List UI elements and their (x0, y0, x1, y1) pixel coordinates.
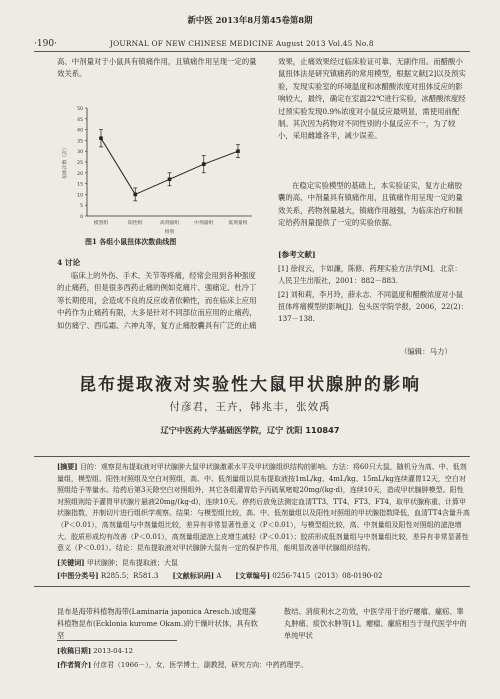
clc-label: [中图分类号] (57, 571, 99, 580)
abstract-text: 目的：观察昆布提取液对甲状腺肿大鼠甲状腺激素水平及甲状腺组织结构的影响。方法：将60只大鼠，随机分为高、中、低剂量组，模型组、阳性对照组及空白对照组，高、中、低剂量组以昆布提取液按1mL/kg、4mL/kg、15mL/kg连续灌胃12天，空白对照组给予等量水。给药后第3天除空白对照组外，其它各组灌胃给予丙硫氧嘧啶20mg/(kg·d)，连续10天，造成甲状腺肿模型。阳性对照组则给予灌胃甲状腺片悬液20mg/(kg·d)，连续10天。停药后放免法测定血清TT3、TT4、FT3、FT4，取甲状腺称重、计算甲状腺指数，并制切片进行组织学观察。结果：与模型组比较，高、中、低剂量组以及阳性对照组的甲状腺指数降低，血清TT4含量升高（P＜0.01），高剂量组与中剂量组比较，差异有非常显著性意义（P＜0.01），与模型组比较，高、中剂量组及阳性对照组的滤泡增大、胶质形成均有改善（P＜0.01），高剂量组滤泡上皮增生减轻（P＜0.01）；胶质形成低剂量组与中剂量组比较，差异有非常显著性意义（P＜0.01）。结论：昆布提取液对甲状腺肿大鼠有一定的保护作用，能明显改善甲状腺组织结构。 (57, 463, 470, 553)
data-point (202, 162, 206, 166)
abstract-label: [摘要] (57, 462, 78, 471)
y-tick-label: 25 (77, 161, 83, 166)
article-no-value: 0256-7415（2013）08-0190-02 (272, 572, 383, 580)
doc-code-label: [文献标识码] (172, 571, 215, 580)
footnote-rule (57, 640, 177, 641)
x-tick-label: 模型组 (93, 221, 109, 226)
abstract-bottom-rule (34, 586, 470, 587)
y-tick-label: 40 (77, 128, 83, 134)
received-date (57, 645, 133, 655)
abstract-top-rule (34, 456, 470, 457)
header-rule (34, 51, 470, 52)
author-info-value: 付彦君（1966－），女，医学博士，副教授，研究方向：中药药理学。 (93, 661, 308, 669)
line-chart (57, 98, 262, 238)
figure-caption: 图1 各组小鼠扭体次数曲线图 (85, 237, 177, 246)
journal-header-en: JOURNAL OF NEW CHINESE MEDICINE August 2013 Vol.45 No.8 (110, 39, 374, 48)
keywords-line (57, 558, 178, 568)
reference-1: [1] 徐叔云，卞如濂，陈修．药理实验方法学[M]．北京：人民卫生出版社，2001：882－883. (278, 264, 462, 286)
data-point (133, 193, 137, 197)
x-tick-label: 高剂量组 (159, 221, 180, 226)
y-tick-label: 20 (77, 171, 83, 177)
article-authors: 付彦君，王卉，韩兆丰，张效禹 (169, 401, 331, 413)
y-axis-label: 扭体次数（次） (63, 145, 68, 179)
y-tick-label: 5 (80, 204, 83, 210)
data-point (99, 136, 103, 140)
classification-line (57, 571, 470, 581)
keywords-label: [关键词] (57, 558, 85, 567)
prev-left-top-text: 高、中剂量对于小鼠具有镇痛作用，且镇痛作用呈现一定的量效关系。 (57, 57, 257, 79)
y-tick-label: 50 (77, 107, 83, 112)
intro-left-text: 昆布是海带科植物海带(Laminaria japonica Aresch.)或翅藻科植物昆布(Ecklonia kurome Okam.)的干燥叶状体，具有软坚 (57, 607, 258, 641)
author-info (57, 659, 307, 669)
keywords-value: 甲状腺肿；昆布提取液；大鼠 (86, 559, 178, 567)
y-tick-label: 15 (77, 182, 83, 188)
prev-right-text-2: 在稳定实验模型的基础上，本实验证实，复方止痛胶囊的高、中剂量具有镇痛作用，且镇痛作用呈现一定的量效关系，药物剂量越大，镇痛作用越强，为临床治疗和制定给药剂量提供了一定的实验依据。 (278, 181, 463, 228)
data-point (168, 177, 172, 181)
discussion-text: 临床上的外伤、手术、关节等疼痛，经常会用到各种强度的止痛药，但是很多西药止痛的例如克痛片、强痛定、杜冷丁等长期使用，会造成不良的反应或者依赖性，而在临床上应用中药作为止痛药有限，大多是针对不同部位而应用的止痛药，如仿痛宁、西瓜霜、六神丸等，复方止痛胶囊具有广泛的止痛 (57, 271, 257, 330)
article-title: 昆布提取液对实验性大鼠甲状腺肿的影响 (79, 375, 421, 395)
data-point (236, 149, 240, 153)
clc-value: R285.5；R581.3 (100, 572, 159, 580)
x-axis-label: 组别 (164, 230, 175, 235)
x-tick-label: 阳性组 (128, 221, 143, 226)
x-tick-label: 中剂量组 (194, 221, 214, 226)
x-tick-label: 低剂量组 (228, 221, 248, 226)
section-heading: 4 讨论 (57, 258, 81, 267)
received-value: 2013-04-12 (93, 647, 134, 655)
article-no-label: [文章编号] (235, 571, 271, 580)
article-affiliation: 辽宁中医药大学基础医学院，辽宁 沈阳 110847 (160, 425, 340, 435)
y-tick-label: 30 (77, 150, 83, 156)
intro-right-text: 散结、消痰利水之功效，中医学用于治疗瘿瘤、瘰疬、睾丸肿痛、痰饮水肿等[1]。瘿瘤、瘰疬相当于现代医学中的单纯甲状 (284, 607, 467, 641)
page-number: ·190· (34, 39, 57, 49)
editor-note: （编辑：马力） (400, 347, 452, 356)
y-tick-label: 35 (77, 139, 83, 145)
prev-right-text-1: 效果，止痛效果经过临床验证可靠、无副作用。而醋酸小鼠扭体法是研究镇痛药的常用模型，根据文献[2]以及预实验，发现实验室的环境温度和冰醋酸浓度对扭体反应的影响较大，最终，确定在室温22℃进行实验，冰醋酸浓度经过预实验发现0.9%浓度对小鼠反应最明显，需使用前配制。其次因为药物对不同性别的小鼠反应不一，为了较小，采用雌雄各半，减少误差。 (278, 57, 466, 141)
journal-header-cn: 新中医 2013年8月第45卷第8期 (187, 15, 313, 25)
doc-code-value: A (216, 572, 222, 580)
author-info-label: [作者简介] (57, 661, 92, 669)
y-tick-label: 10 (77, 193, 83, 199)
references-heading: [参考文献] (278, 250, 316, 259)
reference-2: [2] 刘和莉，李月玲，薛永志．不同温度和醋酸浓度对小鼠扭体疼痛模型的影响[J]．包头医学院学报，2006，22(2)：137－138. (278, 290, 468, 324)
received-label: [收稿日期] (57, 647, 92, 655)
abstract-block (57, 461, 470, 555)
y-tick-label: 0 (80, 215, 83, 220)
y-tick-label: 45 (77, 117, 83, 123)
